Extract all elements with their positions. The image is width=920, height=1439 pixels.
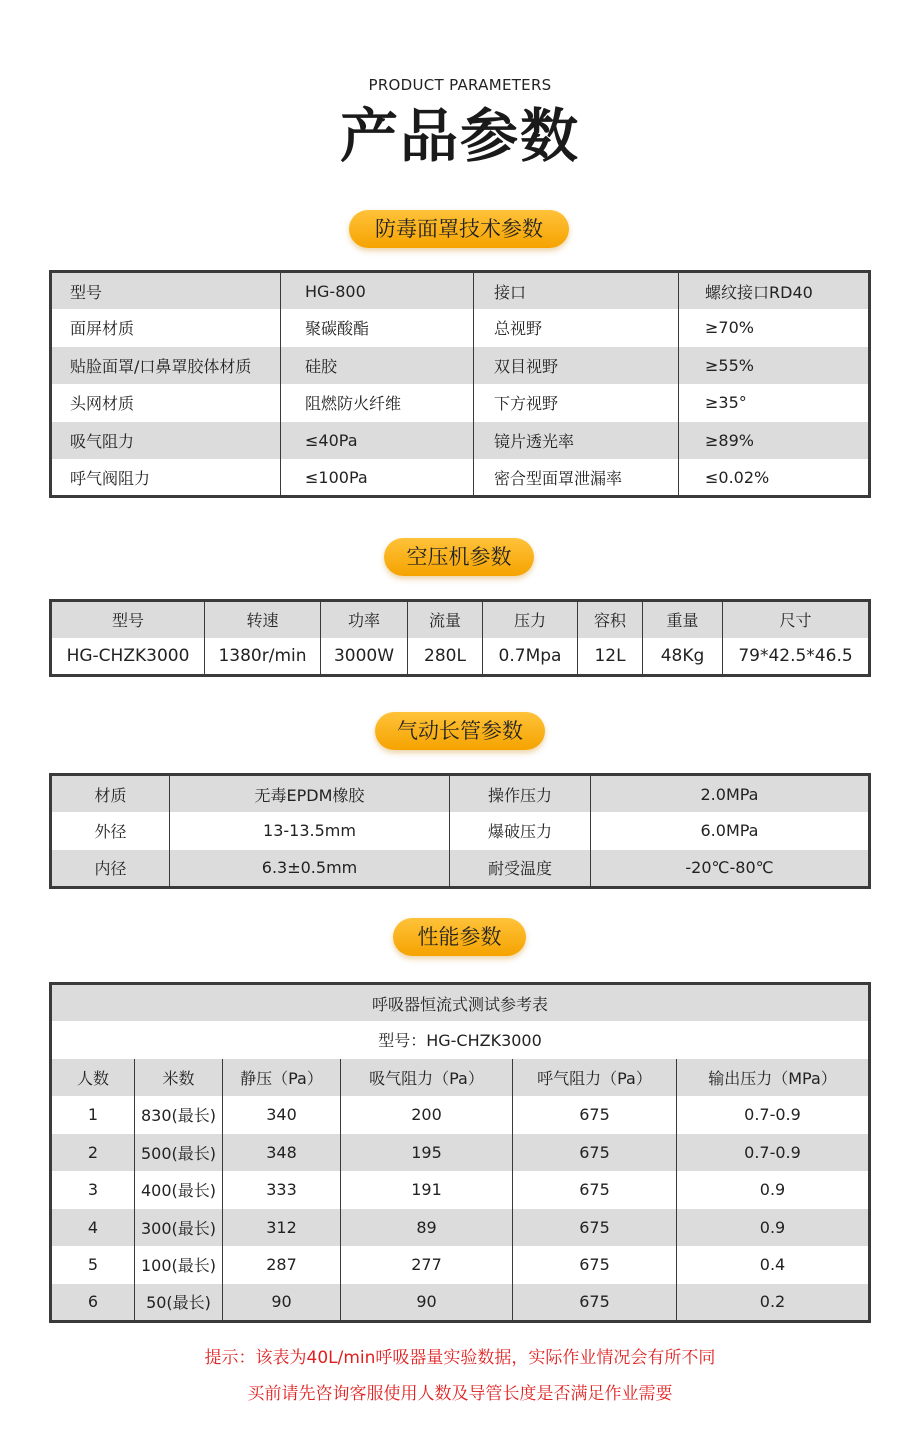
- table-cell: 50(最长): [135, 1284, 223, 1322]
- table-cell: 耐受温度: [450, 850, 591, 888]
- table-cell: 191: [341, 1171, 513, 1209]
- table-cell: 0.9: [677, 1171, 870, 1209]
- note-line-1: 提示：该表为40L/min呼吸器量实验数据，实际作业情况会有所不同: [204, 1348, 716, 1368]
- table-cell: 100(最长): [135, 1246, 223, 1284]
- table-cell: 聚碳酸酯: [281, 309, 474, 347]
- table-row: [51, 459, 870, 497]
- table-cell: 0.9: [677, 1209, 870, 1247]
- table-cell: 接口: [474, 272, 679, 310]
- table-cell: 0.7-0.9: [677, 1096, 870, 1134]
- table-cell: 89: [341, 1209, 513, 1247]
- table-cell: 675: [513, 1096, 677, 1134]
- table-cell: ≥70%: [679, 309, 870, 347]
- table-cell: 200: [341, 1096, 513, 1134]
- table-cell: 贴脸面罩/口鼻罩胶体材质: [51, 347, 281, 385]
- table-header-cell: 米数: [135, 1059, 223, 1097]
- table-header-cell: 功率: [321, 601, 408, 638]
- table-cell: 675: [513, 1284, 677, 1322]
- table-row: [51, 422, 870, 460]
- table-cell: 型号: [51, 272, 281, 310]
- table-cell: 675: [513, 1209, 677, 1247]
- table-cell: 外径: [51, 812, 170, 850]
- table-cell: 300(最长): [135, 1209, 223, 1247]
- table-cell: 675: [513, 1246, 677, 1284]
- table-cell: 螺纹接口RD40: [679, 272, 870, 310]
- table-cell: HG-CHZK3000: [51, 638, 205, 676]
- table-cell: 呼气阀阻力: [51, 459, 281, 497]
- air-hose-table: [49, 773, 871, 889]
- table-cell: 12L: [578, 638, 643, 676]
- table-cell: ≥89%: [679, 422, 870, 460]
- table-row: [51, 1246, 870, 1284]
- table-row: [51, 272, 870, 310]
- table-cell: 48Kg: [643, 638, 723, 676]
- table-cell: 头网材质: [51, 384, 281, 422]
- table-header-cell: 静压（Pa）: [223, 1059, 341, 1097]
- table-row: [51, 638, 870, 676]
- table-header-cell: 型号: [51, 601, 205, 638]
- table-cell: ≥35°: [679, 384, 870, 422]
- table-cell: 下方视野: [474, 384, 679, 422]
- table-header-cell: 容积: [578, 601, 643, 638]
- table-cell: 5: [51, 1246, 135, 1284]
- table-cell: 操作压力: [450, 775, 591, 813]
- table-header-cell: 吸气阻力（Pa）: [341, 1059, 513, 1097]
- table-cell: 镜片透光率: [474, 422, 679, 460]
- table-cell: ≤40Pa: [281, 422, 474, 460]
- table-caption-row: [51, 984, 870, 1022]
- table-cell: 密合型面罩泄漏率: [474, 459, 679, 497]
- table-cell: 3: [51, 1171, 135, 1209]
- table-cell: 1380r/min: [205, 638, 321, 676]
- table-cell: 0.7-0.9: [677, 1134, 870, 1172]
- table-cell: 340: [223, 1096, 341, 1134]
- page-subtitle: PRODUCT PARAMETERS: [368, 76, 552, 94]
- table-caption: 呼吸器恒流式测试参考表: [51, 984, 870, 1022]
- table-header-cell: 呼气阻力（Pa）: [513, 1059, 677, 1097]
- section-label-performance: 性能参数: [393, 918, 526, 956]
- table-cell: 6.0MPa: [591, 812, 870, 850]
- table-model-row: [51, 1021, 870, 1059]
- table-cell: 348: [223, 1134, 341, 1172]
- table-cell: 总视野: [474, 309, 679, 347]
- table-row: [51, 1284, 870, 1322]
- table-header-row: [51, 1059, 870, 1097]
- table-cell: 阻燃防火纤维: [281, 384, 474, 422]
- table-row: [51, 775, 870, 813]
- table-cell: 0.2: [677, 1284, 870, 1322]
- table-cell: ≤100Pa: [281, 459, 474, 497]
- table-cell: 2: [51, 1134, 135, 1172]
- table-cell: 3000W: [321, 638, 408, 676]
- table-cell: 280L: [408, 638, 483, 676]
- table-row: [51, 1209, 870, 1247]
- table-header-cell: 重量: [643, 601, 723, 638]
- table-cell: 0.7Mpa: [483, 638, 578, 676]
- table-cell: 6.3±0.5mm: [170, 850, 450, 888]
- table-cell: 675: [513, 1171, 677, 1209]
- section-label-mask-specs: 防毒面罩技术参数: [349, 210, 569, 248]
- table-cell: 830(最长): [135, 1096, 223, 1134]
- table-cell: 2.0MPa: [591, 775, 870, 813]
- table-model: 型号：HG-CHZK3000: [51, 1021, 870, 1059]
- table-cell: 675: [513, 1134, 677, 1172]
- table-cell: 材质: [51, 775, 170, 813]
- page-title: 产品参数: [339, 102, 580, 170]
- table-cell: 287: [223, 1246, 341, 1284]
- table-cell: 4: [51, 1209, 135, 1247]
- performance-table: [49, 982, 871, 1323]
- table-cell: 双目视野: [474, 347, 679, 385]
- table-cell: 1: [51, 1096, 135, 1134]
- table-row: [51, 850, 870, 888]
- table-cell: 0.4: [677, 1246, 870, 1284]
- table-cell: 333: [223, 1171, 341, 1209]
- table-cell: 90: [223, 1284, 341, 1322]
- table-row: [51, 384, 870, 422]
- section-label-air-hose: 气动长管参数: [375, 712, 545, 750]
- table-cell: ≥55%: [679, 347, 870, 385]
- table-header-cell: 尺寸: [723, 601, 870, 638]
- table-row: [51, 812, 870, 850]
- table-row: [51, 1171, 870, 1209]
- table-cell: 硅胶: [281, 347, 474, 385]
- table-cell: 500(最长): [135, 1134, 223, 1172]
- table-cell: -20℃-80℃: [591, 850, 870, 888]
- section-label-compressor: 空压机参数: [384, 538, 534, 576]
- table-cell: 400(最长): [135, 1171, 223, 1209]
- table-header-cell: 流量: [408, 601, 483, 638]
- table-row: [51, 347, 870, 385]
- table-header-row: [51, 601, 870, 638]
- table-cell: 爆破压力: [450, 812, 591, 850]
- compressor-table: [49, 599, 871, 677]
- table-cell: 面屏材质: [51, 309, 281, 347]
- table-row: [51, 1134, 870, 1172]
- table-row: [51, 309, 870, 347]
- table-header-cell: 人数: [51, 1059, 135, 1097]
- table-header-cell: 输出压力（MPa）: [677, 1059, 870, 1097]
- mask-specs-table: [49, 270, 871, 498]
- table-cell: 90: [341, 1284, 513, 1322]
- table-cell: 内径: [51, 850, 170, 888]
- note-line-2: 买前请先咨询客服使用人数及导管长度是否满足作业需要: [247, 1384, 673, 1404]
- table-cell: 6: [51, 1284, 135, 1322]
- table-cell: 277: [341, 1246, 513, 1284]
- table-cell: 无毒EPDM橡胶: [170, 775, 450, 813]
- table-cell: 195: [341, 1134, 513, 1172]
- table-cell: HG-800: [281, 272, 474, 310]
- table-header-cell: 转速: [205, 601, 321, 638]
- table-cell: ≤0.02%: [679, 459, 870, 497]
- table-row: [51, 1096, 870, 1134]
- table-cell: 吸气阻力: [51, 422, 281, 460]
- table-cell: 312: [223, 1209, 341, 1247]
- table-header-cell: 压力: [483, 601, 578, 638]
- table-cell: 13-13.5mm: [170, 812, 450, 850]
- table-cell: 79*42.5*46.5: [723, 638, 870, 676]
